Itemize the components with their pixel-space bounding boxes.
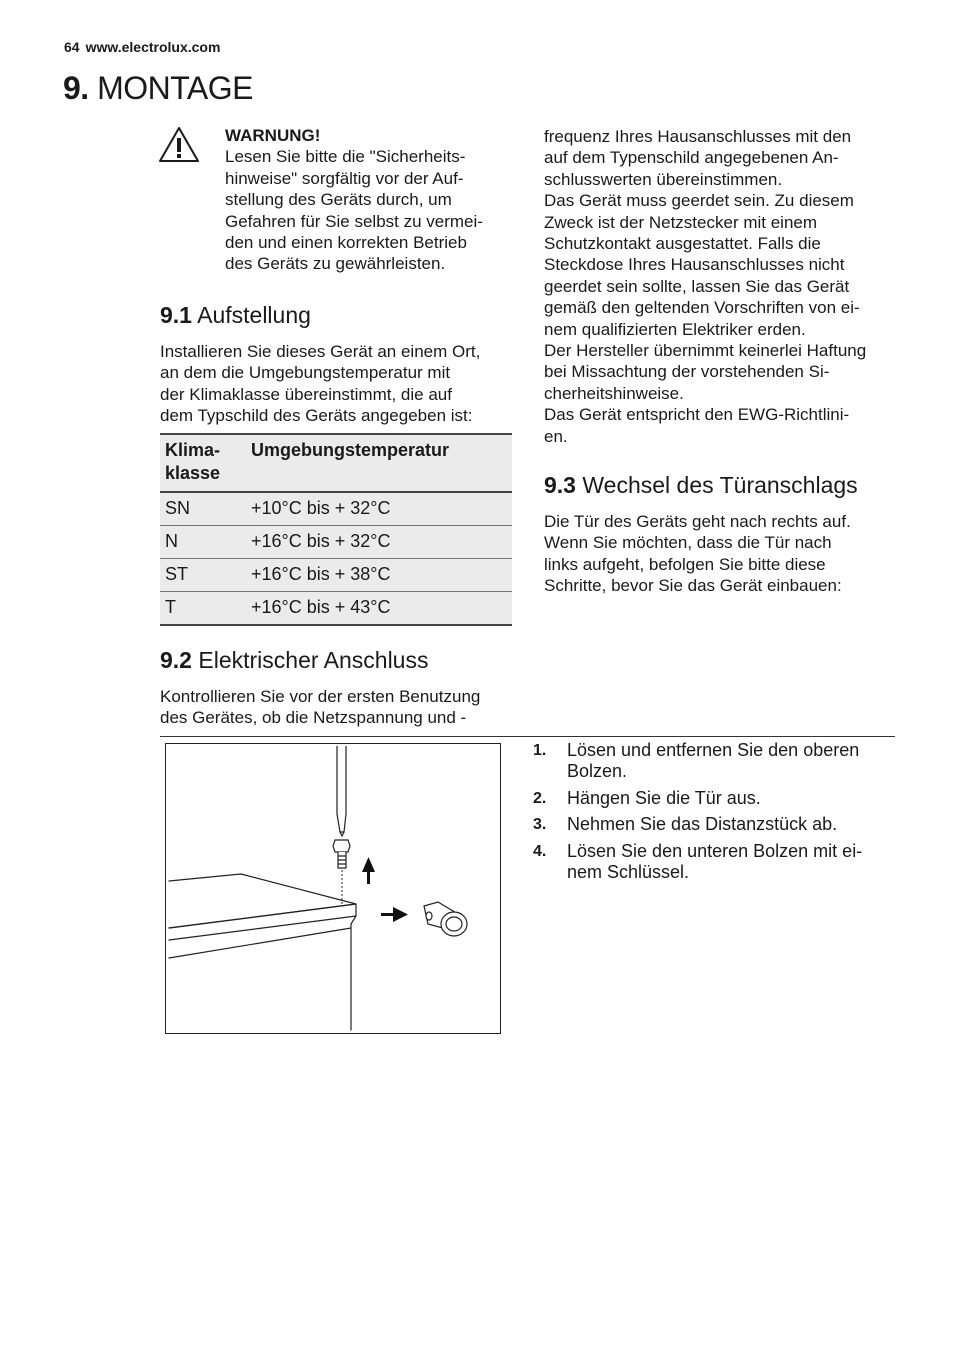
body-line: Die Tür des Geräts geht nach rechts auf. (544, 512, 851, 531)
table-cell: +16°C bis + 43°C (246, 592, 512, 626)
warning-line: den und einen korrekten Betrieb (225, 233, 467, 253)
body-line: cherheitshinweise. (544, 383, 684, 403)
section-3-body (544, 511, 904, 597)
section-title: Wechsel des Türanschlags (582, 472, 858, 498)
table-row (160, 492, 512, 526)
page-header (64, 39, 220, 55)
table-row (160, 559, 512, 592)
body-line: Das Gerät muss geerdet sein. Zu diesem (544, 191, 854, 211)
section-title: Aufstellung (197, 302, 311, 328)
section-heading-tueranschlag (544, 470, 858, 500)
warning-line: Lesen Sie bitte die "Sicherheits- (225, 147, 466, 167)
body-line: Wenn Sie möchten, dass die Tür nach (544, 533, 832, 553)
body-line: nem qualifizierten Elektriker erden. (544, 319, 806, 339)
section-1-body (160, 341, 520, 427)
list-item (533, 788, 893, 809)
warning-line: hinweise" sorgfältig vor der Auf- (225, 168, 464, 188)
section-number: 9.1 (160, 302, 192, 328)
table-cell: N (160, 526, 246, 559)
body-line: bei Missachtung der vorstehenden Si- (544, 362, 830, 382)
body-line: auf dem Typenschild angegebenen An- (544, 148, 839, 168)
table-cell: +10°C bis + 32°C (246, 492, 512, 526)
door-reversal-illustration (165, 743, 501, 1034)
body-line: des Gerätes, ob die Netzspannung und - (160, 708, 467, 728)
right-column-body (544, 126, 904, 447)
body-line: schlusswerten übereinstimmen. (544, 169, 783, 189)
step-number: 4. (533, 842, 547, 860)
warning-box (225, 125, 515, 275)
chapter-number: 9. (63, 70, 89, 106)
body-line: an dem die Umgebungstemperatur mit (160, 363, 451, 383)
warning-triangle-icon (158, 126, 200, 164)
section-heading-aufstellung (160, 300, 311, 330)
list-item: 4. Lösen Sie den unteren Bolzen mit ei- nem Schlüssel. (533, 840, 863, 883)
step-number: 2. (533, 789, 547, 807)
warning-title: WARNUNG! (225, 126, 321, 145)
climate-class-table (160, 433, 512, 626)
section-2-body (160, 686, 520, 729)
arrow-right-icon (381, 907, 408, 922)
step-number: 3. (533, 816, 547, 834)
arrow-up-icon (362, 857, 375, 884)
screwdriver-icon (337, 746, 346, 836)
warning-line: des Geräts zu gewährleisten. (225, 254, 446, 274)
body-line: gemäß den geltenden Vorschriften von ei- (544, 298, 860, 318)
column-header-umgebungstemperatur: Umgebungstemperatur (246, 434, 512, 492)
body-line: Steckdose Ihres Hausanschlusses nicht (544, 255, 845, 275)
step-text: Hängen Sie die Tür aus. (567, 787, 761, 808)
section-number: 9.3 (544, 472, 576, 498)
steps-list (533, 740, 893, 888)
table-cell: ST (160, 559, 246, 592)
body-line: Zweck ist der Netzstecker mit einem (544, 212, 818, 232)
spacer-icon (424, 902, 467, 936)
table-row (160, 526, 512, 559)
body-line: links aufgeht, befolgen Sie bitte diese (544, 554, 826, 574)
body-line: der Klimaklasse übereinstimmt, die auf (160, 384, 452, 404)
section-number: 9.2 (160, 647, 192, 673)
chapter-title (63, 68, 253, 108)
body-line: Installieren Sie dieses Gerät an einem Ort, (160, 342, 481, 361)
section-title: Elektrischer Anschluss (198, 647, 429, 673)
body-line: dem Typschild des Geräts angegeben ist: (160, 406, 473, 426)
table-cell: +16°C bis + 32°C (246, 526, 512, 559)
website-link[interactable]: www.electrolux.com (85, 39, 221, 55)
step-text: Nehmen Sie das Distanzstück ab. (567, 814, 838, 835)
table-header-row (160, 434, 512, 492)
body-line: Kontrollieren Sie vor der ersten Benutzung (160, 687, 481, 706)
warning-line: stellung des Geräts durch, um (225, 190, 452, 210)
warning-line: Gefahren für Sie selbst zu vermei- (225, 211, 483, 231)
section-divider (160, 736, 895, 737)
section-heading-elektrischer-anschluss (160, 645, 428, 675)
table-cell: T (160, 592, 246, 626)
page-number: 64 (64, 39, 80, 55)
step-number: 1. (533, 742, 547, 759)
body-line: Schritte, bevor Sie das Gerät einbauen: (544, 576, 842, 596)
table-cell: +16°C bis + 38°C (246, 559, 512, 592)
body-line: en. (544, 426, 568, 446)
table-row (160, 592, 512, 626)
body-line: frequenz Ihres Hausanschlusses mit den (544, 127, 852, 146)
bolt-icon (333, 840, 350, 868)
chapter-title-text: MONTAGE (97, 70, 253, 106)
body-line: geerdet sein sollte, lassen Sie das Gerät (544, 276, 850, 296)
body-line: Das Gerät entspricht den EWG-Richtlini- (544, 405, 850, 425)
list-item: 1. Lösen und entfernen Sie den oberen Bolzen. (533, 740, 860, 782)
column-header-klimaklasse: Klima- klasse (160, 434, 246, 492)
illustration-drawing (166, 744, 500, 1033)
body-line: Schutzkontakt ausgestattet. Falls die (544, 234, 821, 254)
list-item (533, 814, 893, 835)
body-line: Der Hersteller übernimmt keinerlei Haftung (544, 341, 867, 361)
table-cell: SN (160, 492, 246, 526)
